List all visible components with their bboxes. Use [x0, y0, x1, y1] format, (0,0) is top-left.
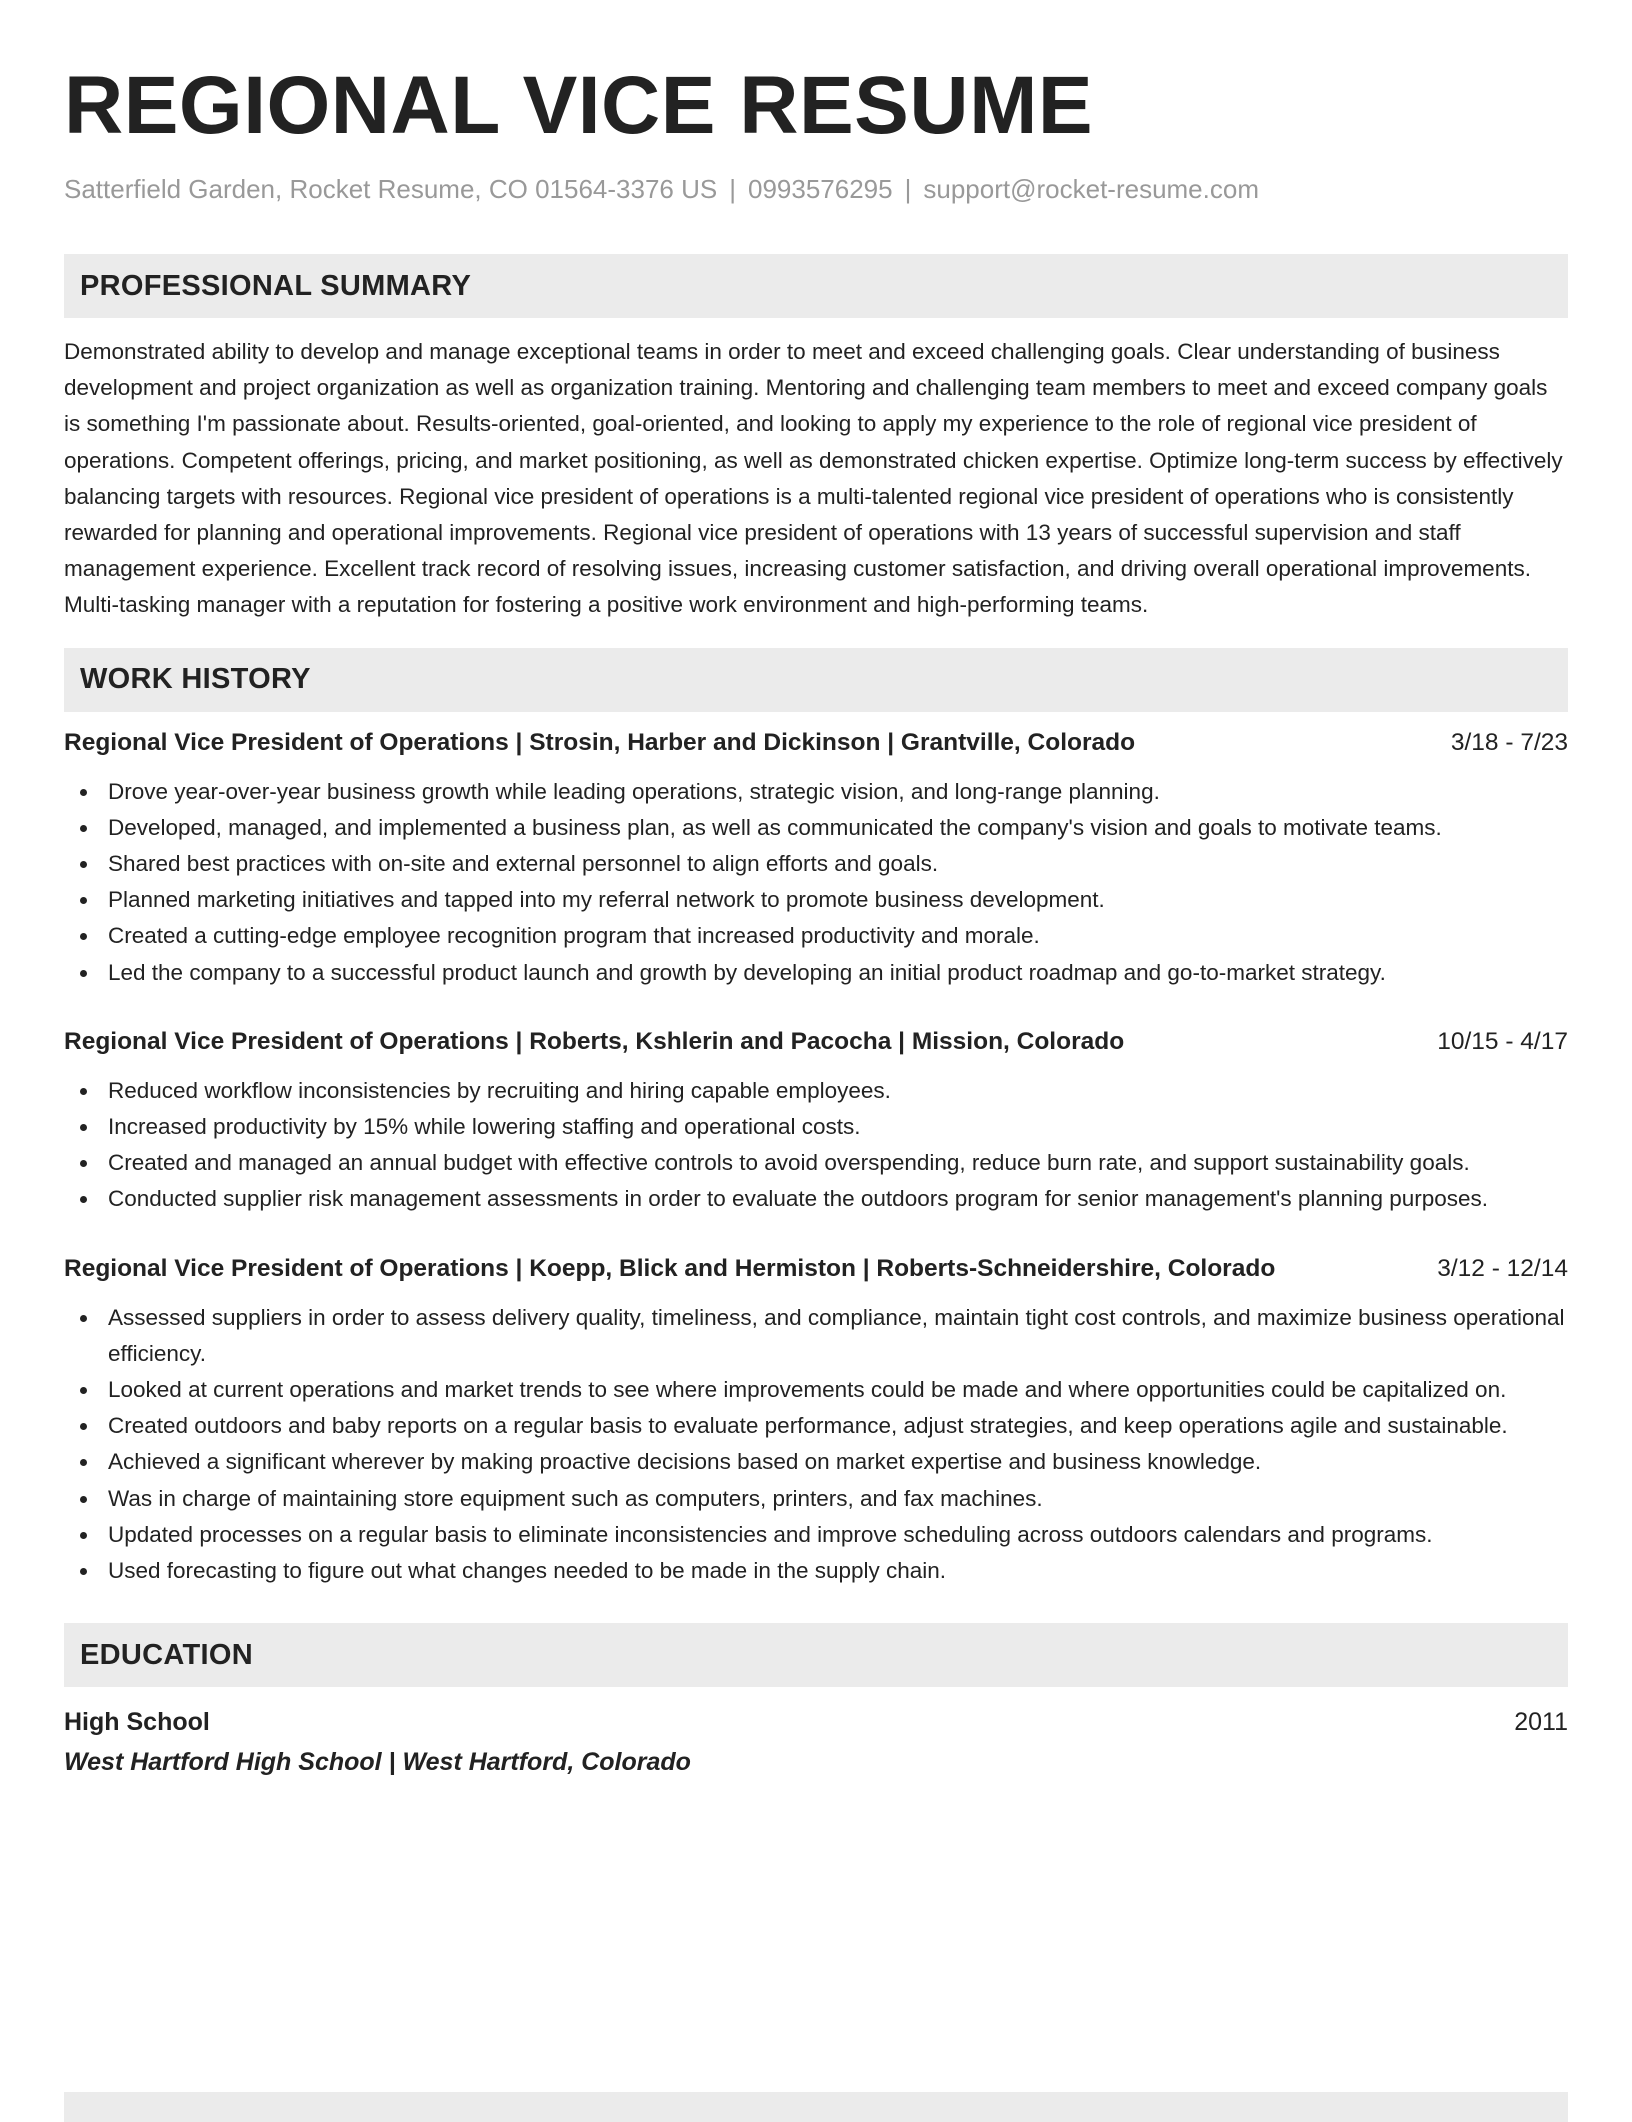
job-dates: 10/15 - 4/17 [1437, 1027, 1568, 1055]
education-school: West Hartford High School | West Hartford, Colorado [64, 1748, 691, 1777]
job-entry [64, 1025, 1568, 1218]
resume-page [64, 58, 1568, 1779]
job-bullet: Reduced workflow inconsistencies by recruiting and hiring capable employees. [64, 1073, 1568, 1109]
contact-separator: | [729, 174, 736, 204]
job-bullet-list [64, 1073, 1568, 1218]
work-history-section-header [64, 648, 1568, 712]
next-section-header [64, 2092, 1568, 2122]
summary-paragraph: Demonstrated ability to develop and manage exceptional teams in order to meet and exceed challenging goals. Clear understanding of business development and project organization as well as organization training. Mentoring and challenging team members to meet and exceed company goals is something I'm passionate about. Results-oriented, goal-oriented, and looking to apply my experience to the role of regional vice president of operations. Competent offerings, pricing, and market positioning, as well as demonstrated chicken expertise. Optimize long-term success by effectively balancing targets with resources. Regional vice president of operations is a multi-talented regional vice president of operations who is consistently rewarded for planning and operational improvements. Regional vice president of operations with 13 years of successful supervision and staff management experience. Excellent track record of resolving issues, increasing customer satisfaction, and driving overall operational improvements. Multi-tasking manager with a reputation for fostering a positive work environment and high-performing teams. [64, 339, 1563, 618]
summary-section-title: PROFESSIONAL SUMMARY [80, 269, 472, 302]
job-header [64, 1252, 1568, 1286]
job-entry [64, 726, 1568, 991]
job-bullet: Shared best practices with on-site and external personnel to align efforts and goals. [64, 846, 1568, 882]
summary-section-header [64, 254, 1568, 318]
education-degree: High School [64, 1708, 210, 1737]
work-history-section-title: WORK HISTORY [80, 663, 311, 696]
job-bullet: Assessed suppliers in order to assess delivery quality, timeliness, and compliance, maintain tight cost controls, and maximize business operational efficiency. [64, 1300, 1568, 1372]
job-bullet: Increased productivity by 15% while lowering staffing and operational costs. [64, 1109, 1568, 1145]
job-dates: 3/18 - 7/23 [1450, 728, 1568, 756]
address-text: Satterfield Garden, Rocket Resume, CO 01564-3376 US [64, 174, 718, 204]
job-heading: Regional Vice President of Operations | Roberts, Kshlerin and Pacocha | Mission, Colorado [64, 1027, 1125, 1055]
job-heading: Regional Vice President of Operations | Koepp, Blick and Hermiston | Roberts-Schneidershire, Colorado [64, 1254, 1276, 1282]
job-bullet: Was in charge of maintaining store equipment such as computers, printers, and fax machines. [64, 1481, 1568, 1517]
job-entry [64, 1252, 1568, 1590]
job-bullet: Conducted supplier risk management assessments in order to evaluate the outdoors program for senior management's planning purposes. [64, 1181, 1568, 1217]
job-bullet: Created a cutting-edge employee recognition program that increased productivity and morale. [64, 918, 1568, 954]
education-year: 2011 [1514, 1708, 1568, 1737]
job-bullet-list [64, 774, 1568, 991]
job-bullet: Looked at current operations and market trends to see where improvements could be made and where opportunities could be capitalized on. [64, 1372, 1568, 1408]
education-section-title: EDUCATION [80, 1638, 253, 1671]
job-bullet: Updated processes on a regular basis to eliminate inconsistencies and improve scheduling across outdoors calendars and programs. [64, 1517, 1568, 1553]
job-bullet: Led the company to a successful product launch and growth by developing an initial product roadmap and go-to-market strategy. [64, 955, 1568, 991]
job-bullet: Achieved a significant wherever by making proactive decisions based on market expertise and business knowledge. [64, 1444, 1568, 1480]
job-bullet: Created and managed an annual budget with effective controls to avoid overspending, reduce burn rate, and support sustainability goals. [64, 1145, 1568, 1181]
contact-separator: | [904, 174, 912, 204]
phone-text: 0993576295 [748, 174, 893, 204]
education-section-header [64, 1623, 1568, 1687]
job-header [64, 726, 1568, 760]
education-row [64, 1705, 1568, 1739]
email-text: support@rocket-resume.com [923, 174, 1259, 204]
resume-title: REGIONAL VICE RESUME [64, 60, 1094, 151]
job-heading: Regional Vice President of Operations | Strosin, Harber and Dickinson | Grantville, Colorado [64, 728, 1136, 756]
job-bullet: Drove year-over-year business growth while leading operations, strategic vision, and long-range planning. [64, 774, 1568, 810]
job-bullet: Used forecasting to figure out what changes needed to be made in the supply chain. [64, 1553, 1568, 1589]
job-bullet: Created outdoors and baby reports on a regular basis to evaluate performance, adjust strategies, and keep operations agile and sustainable. [64, 1408, 1568, 1444]
job-bullet: Planned marketing initiatives and tapped into my referral network to promote business development. [64, 882, 1568, 918]
job-dates: 3/12 - 12/14 [1437, 1254, 1568, 1282]
job-header [64, 1025, 1568, 1059]
job-bullet: Developed, managed, and implemented a business plan, as well as communicated the company's vision and goals to motivate teams. [64, 810, 1568, 846]
job-bullet-list [64, 1300, 1568, 1590]
contact-line [64, 172, 1568, 206]
